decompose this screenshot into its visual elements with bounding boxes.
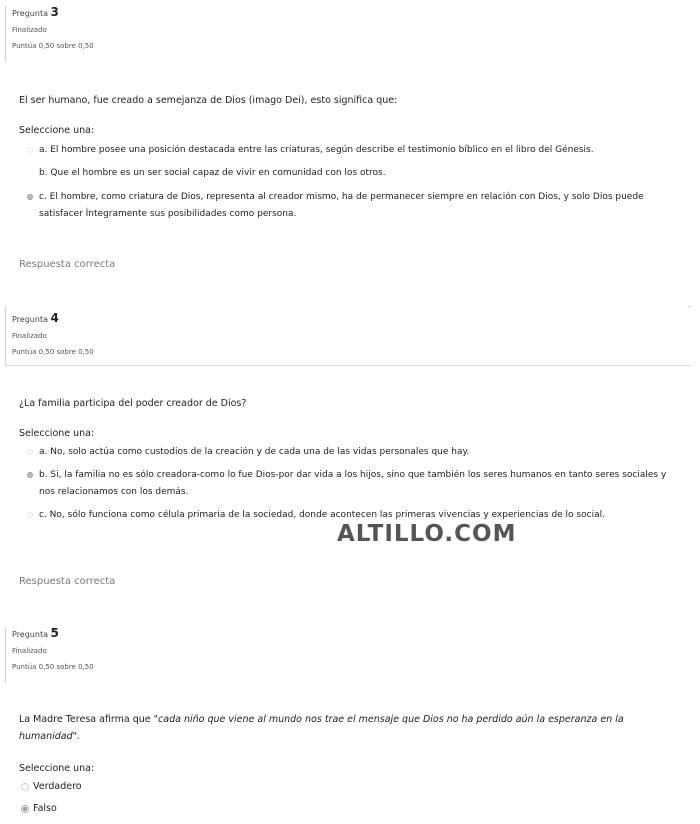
select-prompt-4: Seleccione una: [19, 428, 95, 439]
select-prompt-5: Seleccione una: [19, 763, 95, 774]
option-true[interactable] [21, 781, 82, 792]
question-text-5 [19, 711, 679, 745]
option-4b[interactable] [26, 467, 680, 501]
feedback-4: Respuesta correcta [19, 576, 116, 587]
question-state: Finalizado [12, 26, 47, 34]
option-label: c. El hombre, como criatura de Dios, representa al creador mismo, ha de permanecer siempre en relación con Dios, y solo Dios puede satisfacer Íntegramente sus posibilidades como persona. [39, 192, 644, 219]
select-prompt-3: Seleccione una: [19, 125, 95, 136]
option-label: c. No, sólo funciona como célula primaria de la sociedad, donde acontecen las primeras vivencias y experiencias de lo social. [39, 510, 605, 520]
option-3c[interactable] [26, 189, 680, 223]
question-info-3 [5, 6, 691, 62]
question-state: Finalizado [12, 332, 47, 340]
question-number-label: Pregunta 3 [12, 5, 59, 19]
question-number-label: Pregunta 4 [12, 311, 59, 325]
option-label: b. Si, la familia no es sólo creadora-como lo fue Dios-por dar vida a los hijos, sino que también los seres humanos en tanto seres sociales y nos relacionamos con los demás. [39, 470, 667, 497]
question-number: 5 [50, 626, 59, 640]
option-3a[interactable] [26, 142, 680, 159]
question-grade: Puntúa 0,50 sobre 0,50 [12, 663, 94, 671]
radio-button[interactable] [26, 449, 35, 456]
question-text-3: El ser humano, fue creado a semejanza de Dios (imago Dei), esto significa que: [19, 95, 398, 106]
option-4a[interactable] [26, 444, 680, 461]
option-label: a. No, solo actúa como custodios de la creación y de cada una de las vidas personales que hay. [39, 447, 470, 457]
question-grade: Puntúa 0,50 sobre 0,50 [12, 42, 94, 50]
option-3b[interactable] [26, 165, 680, 182]
question-state: Finalizado [12, 647, 47, 655]
radio-button-selected[interactable] [26, 194, 35, 201]
question-text-plain: La Madre Teresa afirma que [19, 714, 154, 725]
question-info-5 [5, 627, 691, 683]
question-text-4: ¿La familia participa del poder creador de Dios? [19, 398, 247, 409]
radio-button-selected[interactable] [26, 472, 35, 479]
radio-button[interactable] [21, 783, 29, 791]
option-label: Verdadero [33, 781, 82, 792]
question-grade: Puntúa 0,50 sobre 0,50 [12, 348, 94, 356]
option-false[interactable] [21, 803, 57, 814]
feedback-3: Respuesta correcta [19, 259, 116, 270]
question-info-4 [5, 306, 691, 366]
question-number: 4 [50, 311, 59, 325]
question-text-quote: "cada niño que viene al mundo nos trae el mensaje que Dios no ha perdido aún la esperanza en la humanidad". [19, 714, 624, 742]
question-number: 3 [50, 5, 59, 19]
option-label: b. Que el hombre es un ser social capaz de vivir en comunidad con los otros. [39, 168, 386, 178]
radio-button[interactable] [26, 512, 35, 519]
radio-button-selected[interactable] [21, 805, 29, 813]
option-label: Falso [33, 803, 57, 814]
question-number-label: Pregunta 5 [12, 626, 59, 640]
option-label: a. El hombre posee una posición destacada entre las criaturas, según describe el testimonio bíblico en el libro del Génesis. [39, 145, 594, 155]
watermark-logo: ALTILLO.COM [337, 521, 517, 547]
radio-button[interactable] [26, 147, 35, 154]
